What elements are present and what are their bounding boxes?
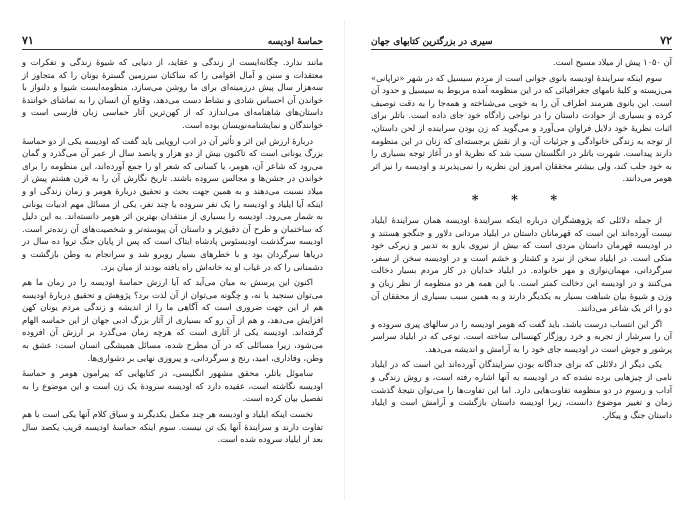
paragraph: یکی دیگر از دلائلی که برای جداگانه بودن سرایندگان آورده‌اند این است که در ایلیاد نامی از چیزهایی برده نشده که در اودیسه به آنها اشاره رفته است، و روش زندگی و آداب و رسوم در دو منظومه تفاوت‌هایی دارد. اما این تفاوت‌ها را می‌توان نتیجهٔ گذشت زمان و تغییر موضوع دانست، زیرا اودیسه داستان بازگشت و آرامش است و ایلیاد داستان جنگ و پیکار.	[371, 359, 672, 420]
section-separator: * * *	[471, 192, 572, 208]
page-number: ۷۲	[660, 34, 672, 47]
paragraph: اکنون این پرسش به میان می‌آید که آیا ارزش حماسهٔ اودیسه را در زمان ما هم می‌توان سنجید یا نه، و چگونه می‌توان از آن لذت برد؟ پژوهش و تحقیق دربارهٔ اودیسه هم از این جهت ضروری است که آگاهی ما را از اندیشه و زندگی مردم یونان کهن افزایش می‌دهد، و هم از آن رو که بسیاری از آثار بزرگ ادبی جهان از این حماسه الهام گرفته‌اند. اودیسه یکی از آثاری است که هرچه زمان می‌گذرد بر ارزش آن افزوده می‌شود، زیرا مسائلی که در آن مطرح شده، مسائل همیشگی انسان است: عشق به وطن، وفاداری، امید، رنج و سرگردانی، و پیروزی نهایی بر دشواری‌ها.	[22, 277, 323, 363]
paragraph: آن ۱۰۵۰ پیش از میلاد مسیح است.	[552, 57, 672, 67]
page-number: ۷۱	[22, 34, 34, 47]
paragraph: نخست اینکه ایلیاد و اودیسه هر چند مکمل یکدیگرند و سیاق کلام آنها یکی است با هم تفاوت دارند و سرایندهٔ آنها یک تن نیست. سوم اینکه حماسهٔ اودیسه قریب یکصد سال بعد از ایلیاد سروده شده است.	[22, 409, 323, 445]
paragraph: مانند ندارد. چگانه‌ایست از زندگی و عقاید، از دنیایی که شیوهٔ زندگی و تفکرات و معتقدات و سنن و آمال اقوامی را که ساکنان سرزمین گسترهٔ یونان را که متجاوز از سه‌هزار سال پیش درزمینه‌ای برای ما روشن می‌سازد، منظومه‌ایست شیوا و دلنواز با خواندن آن احساس شادی و نشاط دست می‌دهد، وقایع آن انسان را به تماشای خوانندهٔ داستان‌های شاهنامه‌ای می‌اندازد که از کهن‌ترین آثار حماسی زبان فارسی است و خوانندگان و نمایشنامه‌نویسان بوده است.	[22, 57, 323, 130]
paragraph: دربارهٔ ارزش این اثر و تأثیر آن در ادب اروپایی باید گفت که اودیسه یکی از دو حماسهٔ بزرگ یونانی است که تاکنون بیش از دو هزار و پانصد سال از عمر آن می‌گذرد و گمان می‌رود که شاعر آن، هومر، یا کسانی که شعر او را جمع آورده‌اند، این منظومه را برای خواندن در جشن‌ها و مجالس سروده باشند. تاریخ نگارش آن را به قرن هشتم پیش از میلاد نسبت می‌دهند و به همین جهت بحث و تحقیق دربارهٔ هومر و زمان زندگی او و اینکه آیا ایلیاد و اودیسه را یک نفر سروده یا چند نفر، یکی از مسائل مهم ادبیات یونانی به شمار می‌رود. اودیسه را بسیاری از منتقدان بهترین اثر هومر دانسته‌اند. به این دلیل که ساختمان و طرح آن دقیق‌تر و داستان آن پیوسته‌تر و شخصیت‌های آن زنده‌تر است. اودیسه سرگذشت اودیسئوس پادشاه ایتاک است که پس از پایان جنگ تروا ده سال در دریاها سرگردان بود و با خطرهای بسیار روبرو شد و سرانجام به وطن بازگشت و دشمنانی را که در غیاب او به خانه‌اش راه یافته بودند از میان برد.	[22, 135, 323, 272]
page-header	[22, 34, 323, 50]
running-title: حماسهٔ اودیسه	[267, 37, 323, 47]
page-body	[22, 56, 323, 446]
page-header	[371, 34, 672, 50]
paragraph: ساموئل باتلر، محقق مشهور انگلیسی، در کتابهایی که پیرامون هومر و حماسهٔ اودیسه نگاشته است، عقیده دارد که اودیسه سرودهٔ یک زن است و این موضوع را به تفصیل بیان کرده است.	[22, 368, 323, 404]
paragraph: اگر این انتساب درست باشد، باید گفت که هومر اودیسه را در سالهای پیری سروده و آن را سرشار از تجربه و خرد روزگار کهنسالی ساخته است. نوعی که در ایلیاد سراسر پرشور و جوش است در اودیسه جای خود را به آرامش و اندیشه می‌دهد.	[371, 318, 672, 354]
right-page	[345, 0, 690, 515]
paragraph: از جمله دلائلی که پژوهشگران درباره اینکه سرایندهٔ اودیسه همان سرایندهٔ ایلیاد نیست آورده‌اند این است که قهرمانان داستان در ایلیاد مردانی دلاور و جنگجو هستند و در اودیسه قهرمان داستان مردی است که بیش از نیروی بازو به تدبیر و زیرکی خود متکی است. در ایلیاد سخن از نبرد و کشتار و خشم است و در اودیسه سخن از سفر، سرگردانی، مهمان‌نوازی و مهر خانواده. در ایلیاد خدایان در کار مردم بسیار دخالت می‌کنند و در اودیسه این دخالت کمتر است. با این همه هر دو منظومه از نظر زبان و وزن و شیوهٔ بیان شباهت بسیار به یکدیگر دارند و به همین سبب بسیاری از محققان آن دو را اثر یک شاعر می‌دانند.	[371, 214, 672, 314]
page-body	[371, 56, 672, 421]
paragraph: سوم اینکه سرایندهٔ اودیسه بانوی جوانی است از مردم سیسیل که در شهر «تراپانی» می‌زیسته و کلیهٔ نامهای جغرافیائی که در این منظومه آمده مربوط به سیسیل و حدود آن است. این بانوی هنرمند اطراف آن را به خوبی می‌شناخته و همه‌جا را به دقت توصیف کرده و بسیاری از حوادث داستان را در نواحی زادگاه خود جای داده است. باتلر برای اثبات نظریهٔ خود دلایل فراوان می‌آورد و می‌گوید که زن بودن سراینده از لحن داستان، از توجه به زندگی خانوادگی و جزئیات آن، و از نقش برجسته‌ای که زنان در این منظومه دارند پیداست. شهرت باتلر در انگلستان سبب شد که نظریهٔ او در آغاز توجه بسیاری را به خود جلب کند، ولی بیشتر محققان امروز این نظریه را نمی‌پذیرند و اودیسه را نیز اثر هومر می‌دانند.	[371, 72, 672, 184]
running-title: سیری در بزرگترین کتابهای جهان	[371, 37, 493, 47]
